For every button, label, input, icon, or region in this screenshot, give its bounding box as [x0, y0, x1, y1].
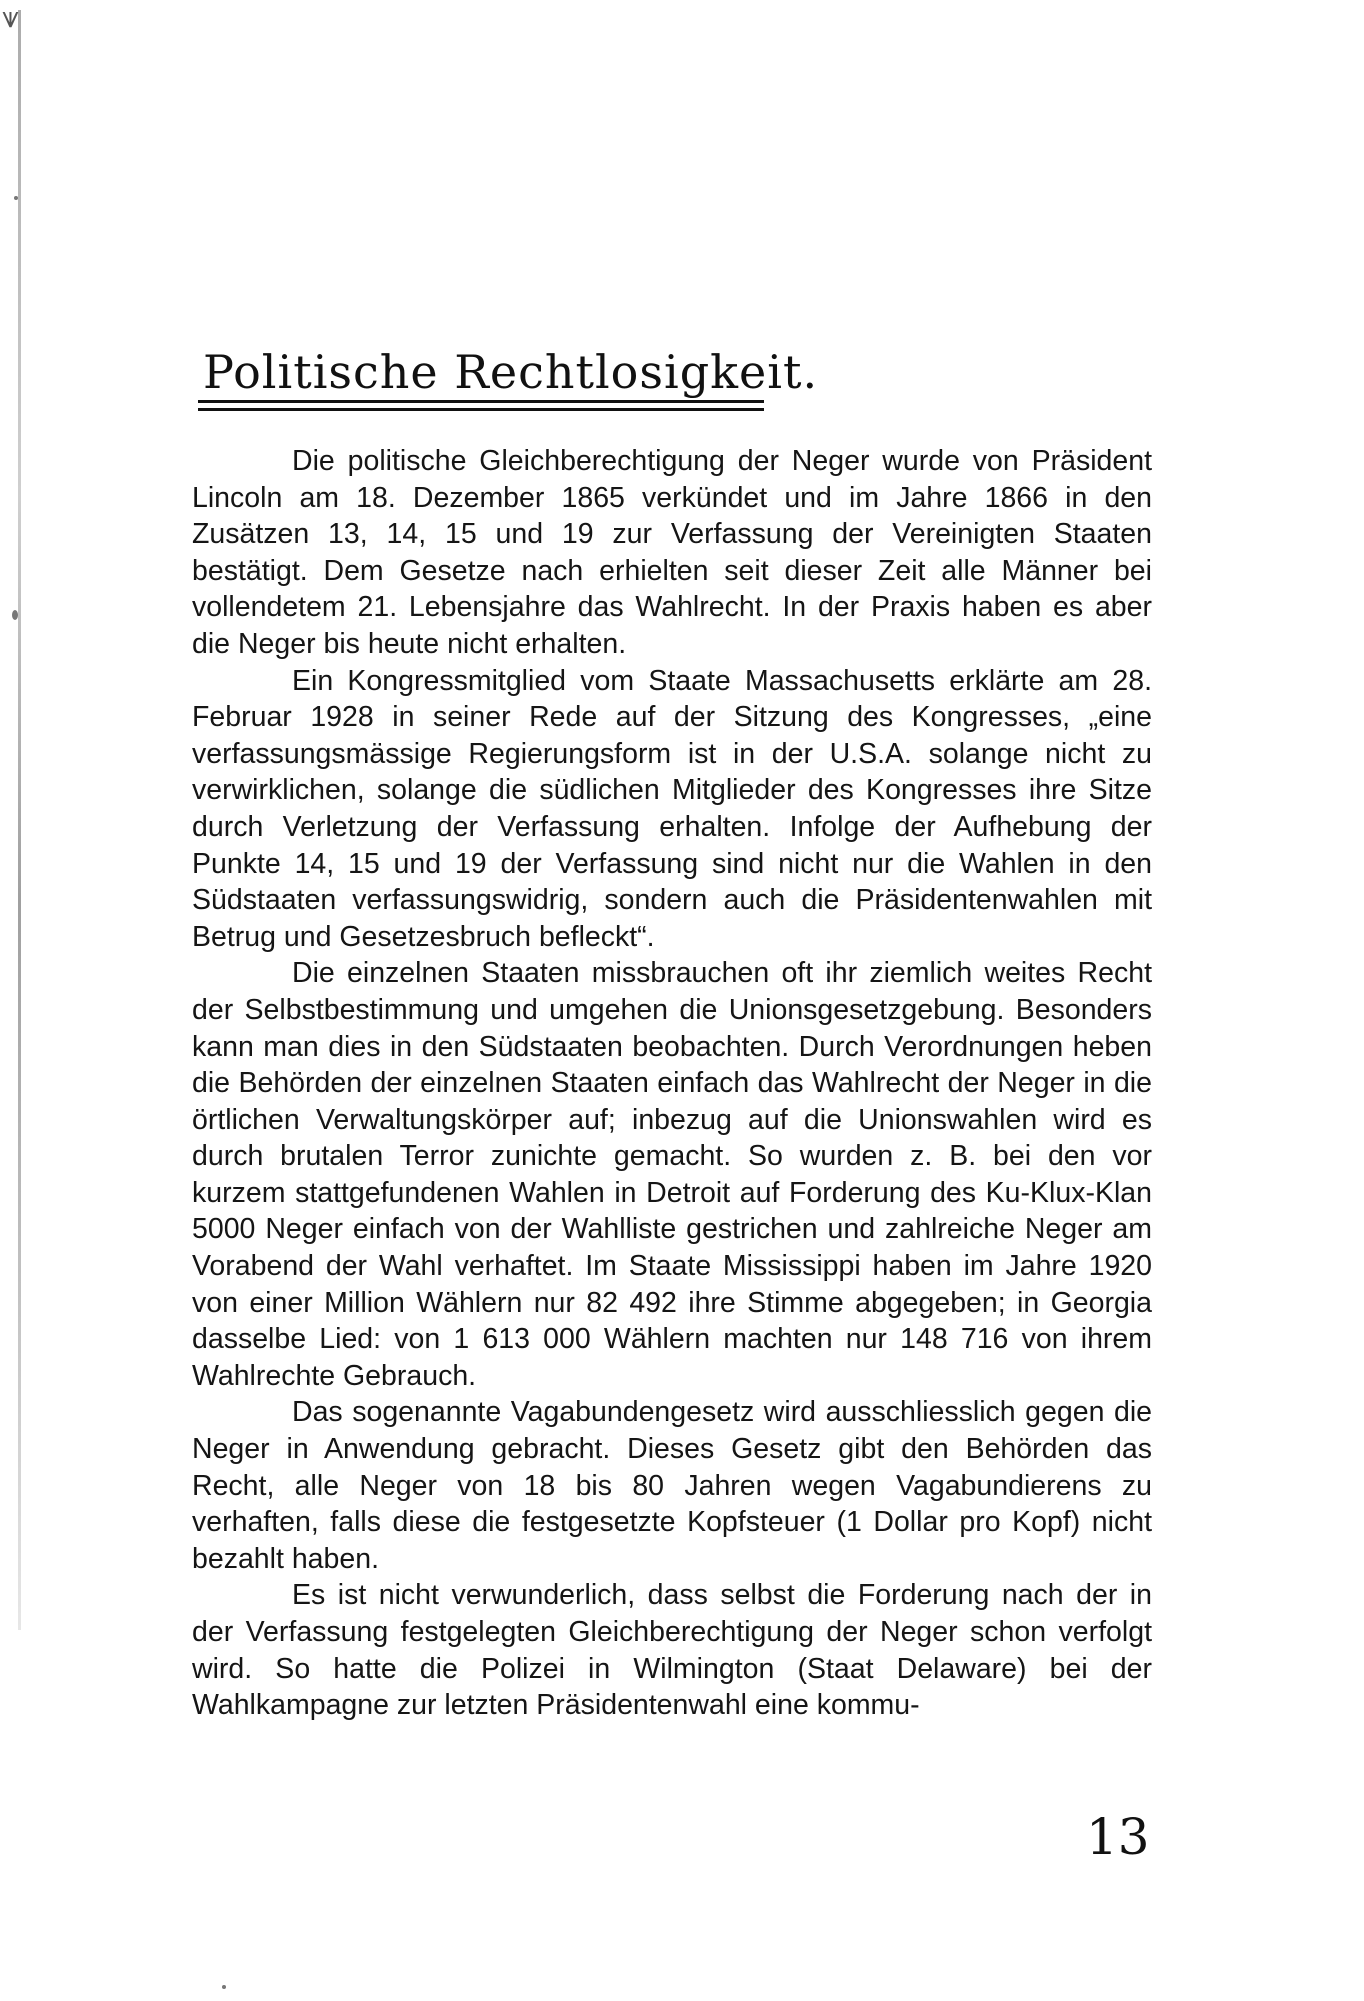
print-speck — [12, 610, 18, 620]
binding-edge — [18, 10, 21, 1630]
paragraph: Die einzelnen Staaten missbrauchen oft ihr ziemlich weites Recht der Selbstbestimmung und umgehen die Unionsgesetzgebung. Besonders kann man dies in den Südstaaten beobachten. Durch Verordnungen heben die Behörden der einzelnen Staaten einfach das Wahlrecht der Neger in die örtlichen Verwaltungskörper auf; inbezug auf die Unionswahlen wird es durch brutalen Terror zunichte gemacht. So wurden z. B. bei den vor kurzem stattgefundenen Wahlen in Detroit auf Forderung des Ku-Klux-Klan 5000 Neger einfach von der Wahlliste gestrichen und zahlreiche Neger am Vorabend der Wahl verhaftet. Im Staate Mississippi haben im Jahre 1920 von einer Million Wählern nur 82 492 ihre Stimme abgegeben; in Georgia dasselbe Lied: von 1 613 000 Wählern machten nur 148 716 von ihrem Wahlrechte Gebrauch. — [192, 957, 1152, 1392]
binding-mark: ⩛ — [2, 0, 19, 35]
print-speck — [222, 1985, 226, 1989]
paragraph: Ein Kongressmitglied vom Staate Massachusetts erklärte am 28. Februar 1928 in seiner Rede auf der Sitzung des Kongresses, „eine verfassungsmässige Regierungsform ist in der U.S.A. solange nicht zu verwirklichen, solange die südlichen Mitglieder des Kongresses ihre Sitze durch Verletzung der Verfassung erhalten. Infolge der Aufhebung der Punkte 14, 15 und 19 der Verfassung sind nicht nur die Wahlen in den Südstaaten verfassungswidrig, sondern auch die Präsidentenwahlen mit Betrug und Gesetzesbruch befleckt“. — [192, 664, 1152, 953]
body-text — [192, 443, 1152, 1724]
paragraph: Die politische Gleichberechtigung der Neger wurde von Präsident Lincoln am 18. Dezember 1865 verkündet und im Jahre 1866 in den Zusätzen 13, 14, 15 und 19 zur Verfassung der Vereinigten Staaten bestätigt. Dem Gesetze nach erhielten seit dieser Zeit alle Männer bei vollendetem 21. Lebensjahre das Wahlrecht. In der Praxis haben es aber die Neger bis heute nicht erhalten. — [192, 445, 1152, 660]
heading-rule-upper — [198, 400, 764, 403]
heading-rule-lower — [198, 408, 764, 411]
page-heading: Politische Rechtlosigkeit. — [203, 345, 819, 399]
page-number: 13 — [1086, 1808, 1150, 1866]
paragraph: Es ist nicht verwunderlich, dass selbst die Forderung nach der in der Verfassung festgelegten Gleichberechtigung der Neger schon verfolgt wird. So hatte die Polizei in Wilmington (Staat Delaware) bei der Wahlkampagne zur letzten Präsidentenwahl eine kommu- — [192, 1579, 1152, 1722]
paragraph: Das sogenannte Vagabundengesetz wird ausschliesslich gegen die Neger in Anwendung gebracht. Dieses Gesetz gibt den Behörden das Recht, alle Neger von 18 bis 80 Jahren wegen Vagabundierens zu verhaften, falls diese die festgesetzte Kopfsteuer (1 Dollar pro Kopf) nicht bezahlt haben. — [192, 1396, 1152, 1575]
print-speck — [14, 196, 18, 200]
